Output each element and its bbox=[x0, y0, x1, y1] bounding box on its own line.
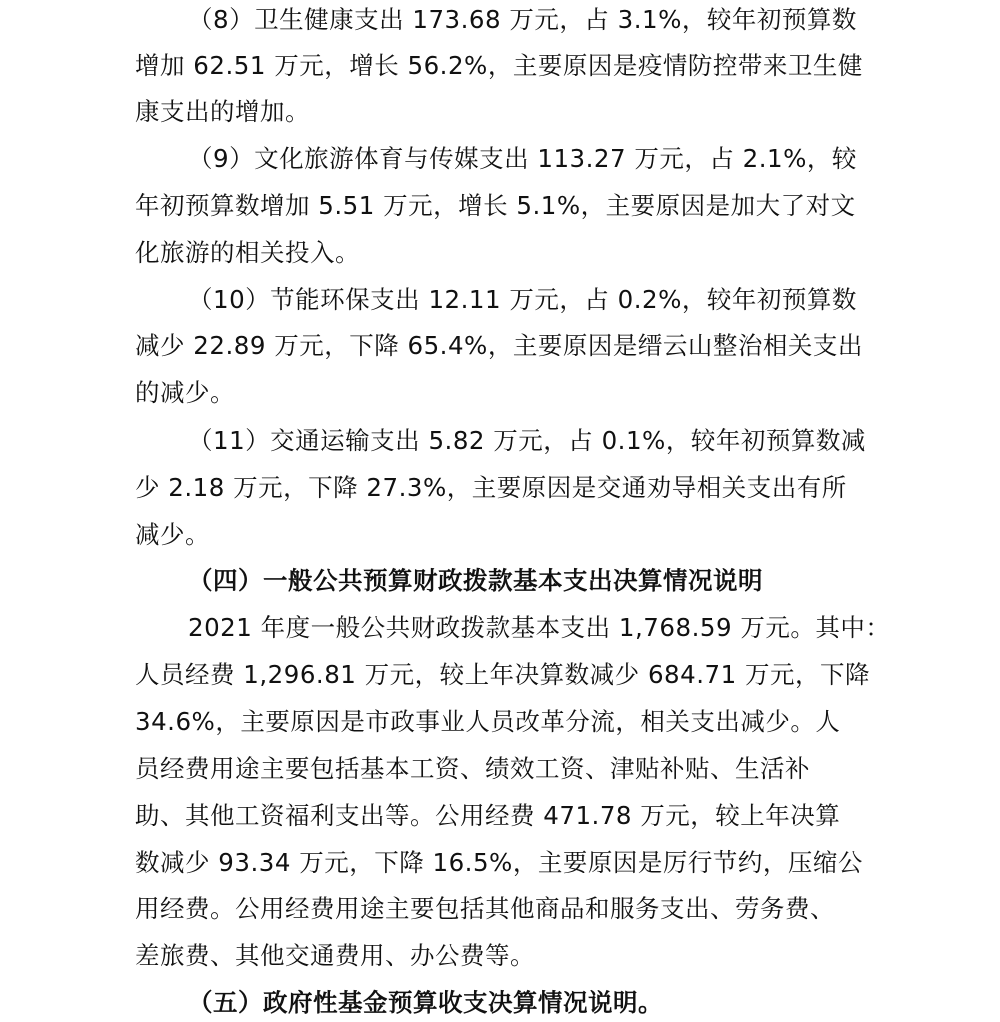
section-heading-4: （四）一般公共预算财政拨款基本支出决算情况说明 bbox=[188, 566, 763, 595]
text-line-14: 2021 年度一般公共财政拨款基本支出 1,768.59 万元。其中： bbox=[188, 613, 891, 642]
text-line-3: 康支出的增加。 bbox=[135, 97, 310, 126]
text-line-17: 员经费用途主要包括基本工资、绩效工资、津贴补贴、生活补 bbox=[135, 754, 810, 783]
text-line-18: 助、其他工资福利支出等。公用经费 471.78 万元，较上年决算 bbox=[135, 801, 841, 830]
text-line-7: （10）节能环保支出 12.11 万元，占 0.2%，较年初预算数 bbox=[188, 285, 857, 314]
text-line-2: 增加 62.51 万元，增长 56.2%，主要原因是疫情防控带来卫生健 bbox=[135, 51, 863, 80]
text-line-15: 人员经费 1,296.81 万元，较上年决算数减少 684.71 万元，下降 bbox=[135, 660, 870, 689]
text-line-11: 少 2.18 万元，下降 27.3%，主要原因是交通劝导相关支出有所 bbox=[135, 473, 847, 502]
text-line-12: 减少。 bbox=[135, 520, 210, 549]
text-line-10: （11）交通运输支出 5.82 万元，占 0.1%，较年初预算数减 bbox=[188, 426, 866, 455]
text-line-5: 年初预算数增加 5.51 万元，增长 5.1%，主要原因是加大了对文 bbox=[135, 191, 856, 220]
text-line-1: （8）卫生健康支出 173.68 万元，占 3.1%，较年初预算数 bbox=[188, 5, 857, 34]
text-line-20: 用经费。公用经费用途主要包括其他商品和服务支出、劳务费、 bbox=[135, 894, 835, 923]
section-heading-5: （五）政府性基金预算收支决算情况说明。 bbox=[188, 988, 663, 1017]
text-line-16: 34.6%，主要原因是市政事业人员改革分流，相关支出减少。人 bbox=[135, 707, 841, 736]
text-line-6: 化旅游的相关投入。 bbox=[135, 238, 360, 267]
text-line-21: 差旅费、其他交通费用、办公费等。 bbox=[135, 941, 535, 970]
text-line-4: （9）文化旅游体育与传媒支出 113.27 万元，占 2.1%，较 bbox=[188, 144, 857, 173]
text-line-9: 的减少。 bbox=[135, 378, 235, 407]
text-line-8: 减少 22.89 万元，下降 65.4%，主要原因是缙云山整治相关支出 bbox=[135, 331, 863, 360]
text-line-19: 数减少 93.34 万元，下降 16.5%，主要原因是厉行节约，压缩公 bbox=[135, 848, 863, 877]
